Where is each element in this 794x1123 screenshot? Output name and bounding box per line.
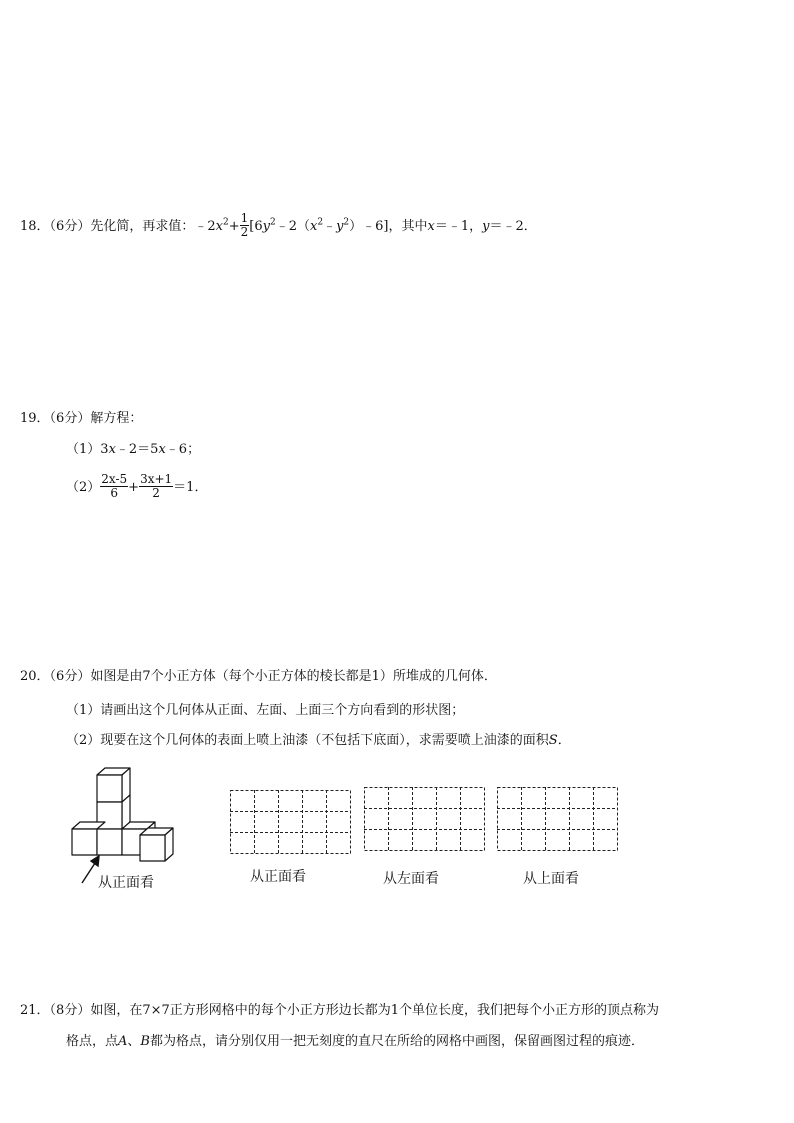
minus-sign: ﹣ (323, 219, 337, 234)
part-end: ． (557, 733, 571, 748)
exponent: 2 (343, 217, 350, 228)
expr-part: ﹣2（ (275, 219, 310, 234)
question-18 (20, 213, 537, 240)
fraction-numerator: 3x+1 (140, 472, 173, 486)
view-arrow-head (91, 856, 99, 866)
part-label: （1） (66, 442, 101, 457)
question-21-number: 21． (20, 1003, 50, 1018)
question-21-text: 都为格点，请分别仅用一把无刻度的直尺在所给的网格中画图，保留画图过程的痕迹． (149, 1034, 644, 1049)
x-value: ＝﹣1， (434, 219, 483, 234)
question-18-number: 18． (20, 219, 50, 234)
fraction-denominator: 2 (240, 225, 249, 239)
equation-part: ﹣6； (165, 442, 201, 457)
fraction-numerator: 1 (240, 211, 249, 225)
left-view-grid (364, 787, 485, 851)
front-view-arrow-label: 从正面看 (98, 875, 154, 891)
equation-part: ﹣2＝5 (115, 442, 159, 457)
question-21-text: 如图，在7×7正方形网格中的每个小正方形边长都为1个单位长度，我们把每个小正方形的顶点称为 (90, 1003, 660, 1018)
top-view-label: 从上面看 (523, 871, 579, 887)
question-18-prompt: 先化简，再求值： (90, 219, 195, 234)
question-19-prompt: 解方程： (90, 411, 143, 426)
fraction-denominator: 2 (139, 486, 173, 500)
separator: 、 (127, 1034, 141, 1049)
part-label: （2） (66, 480, 101, 495)
expr-part: ）﹣6]，其中 (349, 219, 428, 234)
cube-front-face (140, 835, 165, 861)
question-20 (20, 668, 497, 686)
question-21-text: 格点，点 (66, 1034, 119, 1049)
question-20-points: （6分） (49, 669, 91, 684)
fraction-2 (139, 473, 173, 500)
front-view-label: 从正面看 (250, 869, 306, 885)
question-20-number: 20． (20, 669, 50, 684)
part-text: （2）现要在这个几何体的表面上喷上油漆（不包括下底面），求需要喷上油漆的面积 (66, 733, 549, 748)
question-18-points: （6分） (49, 219, 91, 234)
point-b: B (140, 1034, 150, 1049)
question-21-line-2 (66, 1033, 644, 1051)
exponent: 2 (222, 217, 229, 228)
var-y: y (482, 219, 490, 234)
var-x: x (158, 442, 166, 457)
question-21-line-1 (20, 1002, 659, 1020)
cube-front-face (97, 829, 122, 855)
question-19-number: 19． (20, 411, 50, 426)
question-19 (20, 410, 142, 428)
var-x: x (108, 442, 116, 457)
plus-sign: + (228, 219, 240, 234)
point-a: A (118, 1034, 128, 1049)
half-fraction (240, 212, 250, 239)
exponent: 2 (317, 217, 324, 228)
question-20-prompt: 如图是由7个小正方体（每个小正方体的棱长都是1）所堆成的几何体． (90, 669, 497, 684)
expr-part: ﹣2 (194, 219, 216, 234)
expr-part: [6 (249, 219, 263, 234)
question-21-points: （8分） (49, 1003, 91, 1018)
question-19-points: （6分） (49, 411, 91, 426)
var-y: y (336, 219, 344, 234)
var-x: x (427, 219, 435, 234)
question-19-part-2 (66, 474, 207, 501)
cube-front-face (72, 829, 97, 855)
var-x: x (309, 219, 318, 234)
exponent: 2 (269, 217, 276, 228)
plus-sign: + (128, 480, 140, 495)
top-view-grid (497, 787, 618, 851)
fraction-denominator: 6 (100, 486, 128, 500)
question-19-part-1 (66, 441, 200, 459)
var-s: S (548, 733, 558, 748)
fraction-1 (100, 473, 128, 500)
y-value: ＝﹣2． (489, 219, 537, 234)
question-20-part-1: （1）请画出这个几何体从正面、左面、上面三个方向看到的形状图； (66, 703, 465, 718)
equation-rhs: ＝1． (173, 480, 208, 495)
var-x: x (215, 219, 223, 234)
fraction-numerator: 2x-5 (101, 472, 128, 486)
front-view-grid (230, 790, 351, 854)
cube-front-face (97, 775, 122, 802)
left-view-label: 从左面看 (383, 871, 439, 887)
question-20-part-2 (66, 732, 571, 750)
var-y: y (262, 219, 270, 234)
equation-part: 3 (100, 442, 109, 457)
